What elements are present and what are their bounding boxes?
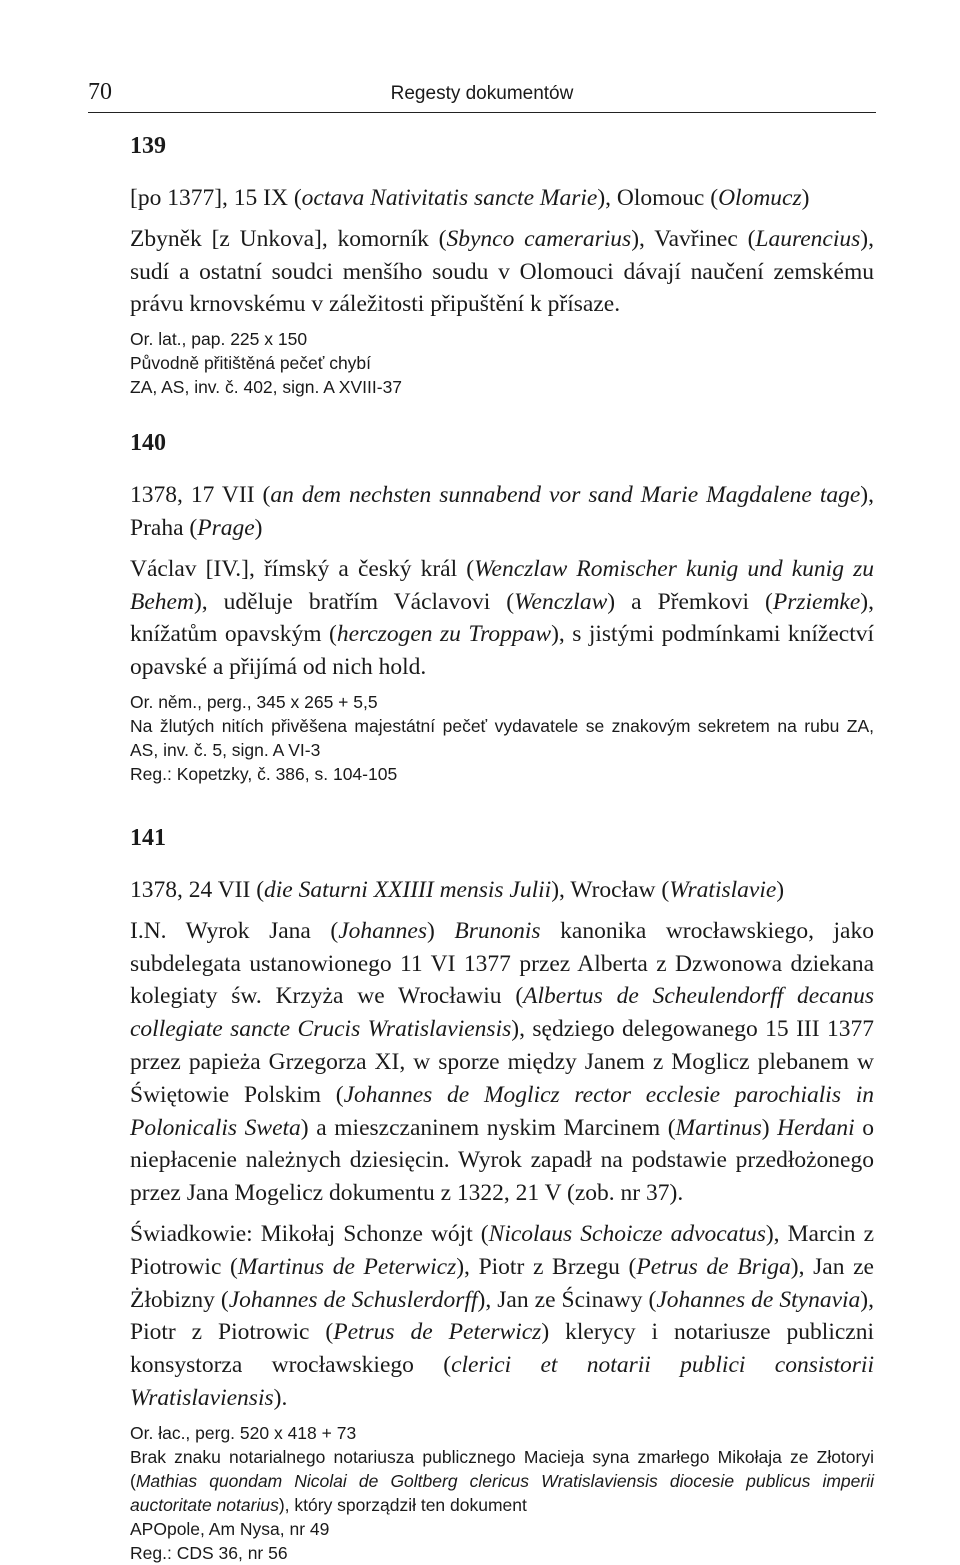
original-term: Nicolaus Schoicze advocatus (488, 1220, 766, 1247)
original-term: Johannes de Moglicz rector ecclesie parochialis in Polonicalis Sweta (130, 1081, 874, 1141)
text: ), sudí a ostatní soudci menšího soudu v Olomouci dávají naučení zemskému právu krnovskému v záležitosti připuštění k přísaze. (130, 225, 874, 318)
text: ) (761, 1114, 778, 1141)
text: Brak znaku notarialnego notariusza publicznego Macieja syna zmarłego Mikołaja ze Złotoryi ( (130, 1446, 874, 1491)
text: Václav [IV.], římský a český král ( (130, 555, 475, 582)
regest-metadata (130, 690, 874, 786)
original-term: Petrus de Peterwicz (333, 1319, 542, 1346)
text: ) (427, 917, 455, 944)
registry-reference: Reg.: Kopetzky, č. 386, s. 104-105 (130, 763, 398, 784)
text: ), który sporządził ten dokument (278, 1494, 527, 1515)
original-term: herczogen zu Troppaw (336, 621, 552, 648)
german-date: an dem nechsten sunnabend vor sand Marie Magdalene tage (270, 482, 861, 509)
text: [po 1377], 15 IX ( (130, 185, 302, 211)
original-term: Wenczlaw (514, 588, 608, 615)
original-term: Martinus de Peterwicz (237, 1253, 457, 1280)
text: Świadkowie: Mikołaj Schonze wójt ( (130, 1220, 489, 1247)
text: ), Jan ze Ścinawy ( (477, 1286, 657, 1313)
original-term: clerici et notarii publici consistorii Wratislaviensis (130, 1352, 874, 1411)
archive-signature: APOpole, Am Nysa, nr 49 (130, 1518, 330, 1539)
original-description: Or. łac., perg. 520 x 418 + 73 (130, 1422, 357, 1443)
original-term: Laurencius (755, 225, 861, 252)
page-content (130, 132, 874, 1565)
text: o niepłacenie należnych dziesięcin. Wyrok zapadł na podstawie przedłożonego przez Jana Mogelicz dokumentu z 1322, 21 V (zob. nr 37). (130, 1114, 874, 1207)
text: kanonika wrocławskiego, jako subdelegata ustanowionego 11 VI 1377 przez Alberta z Dzwonowa dziekana kolegiaty św. Krzyża we Wrocławiu ( (130, 917, 874, 1010)
original-term: Martinus (675, 1114, 762, 1141)
original-term: Johannes de Schuslerdorff (228, 1286, 478, 1313)
regest-summary (130, 223, 874, 321)
latin-place: Wratislavie (669, 876, 777, 903)
text: ), Praha ( (130, 482, 874, 541)
page-header (88, 78, 876, 113)
regest-summary (130, 915, 874, 1210)
text: 1378, 24 VII ( (130, 876, 265, 903)
text: ), Wrocław ( (551, 876, 670, 903)
text: ), uděluje bratřím Václavovi ( (193, 588, 515, 615)
original-term: Mathias quondam Nicolai de Goltberg clericus Wratislaviensis diocesie publicus imperii auctoritate notarius (130, 1470, 874, 1515)
text: ), sędziego delegowanego 15 III 1377 przez papieża Grzegorza XI, w sporze między Janem z Moglicz plebanem w Świętowie Polskim ( (130, 1016, 874, 1108)
running-title: Regesty dokumentów (390, 83, 574, 104)
text: ). (273, 1384, 288, 1411)
text: ) a Přemkovi ( (607, 588, 773, 615)
regest-date-place (130, 479, 874, 545)
latin-date: octava Nativitatis sancte Marie (301, 185, 598, 211)
registry-reference: Reg.: CDS 36, nr 56 (130, 1542, 288, 1563)
regest-140 (130, 429, 874, 786)
regest-number: 141 (130, 824, 166, 851)
text: ), Piotr z Brzegu ( (456, 1253, 637, 1280)
regest-141 (130, 824, 874, 1565)
latin-place: Olomucz (718, 185, 802, 211)
text: Zbyněk [z Unkova], komorník ( (130, 225, 447, 252)
regest-date-place (130, 182, 874, 215)
text: ) (254, 514, 263, 541)
original-term: Johannes de Stynavia (656, 1286, 861, 1313)
seal-note: Původně přitištěná pečeť chybí (130, 353, 372, 374)
regest-witnesses (130, 1218, 874, 1415)
text: ) (801, 185, 810, 211)
text: ), knížatům opavským ( (130, 588, 874, 648)
text: ) (776, 876, 785, 903)
text: ), Piotr z Piotrowic ( (130, 1286, 874, 1346)
original-term: Prziemke (772, 588, 861, 615)
german-place: Prage (197, 514, 255, 541)
regest-metadata (130, 1421, 874, 1565)
regest-metadata (130, 327, 874, 399)
original-term: Wenczlaw Romischer kunig und kunig zu Behem (130, 555, 874, 615)
text: ), Jan ze Żłobizny ( (130, 1253, 874, 1313)
original-term: Johannes (338, 917, 427, 944)
text: ), Marcin z Piotrowic ( (130, 1220, 874, 1280)
notary-note (130, 1445, 874, 1517)
regest-summary (130, 553, 874, 684)
text: ), s jistými podmínkami knížectví opavské a přijímá od nich hold. (130, 621, 874, 681)
original-term: Herdani (777, 1114, 855, 1141)
original-description: Or. něm., perg., 345 x 265 + 5,5 (130, 691, 378, 712)
regest-date-place (130, 874, 874, 907)
original-term: Albertus de Scheulendorff decanus collegiate sancte Crucis Wratislaviensis (130, 983, 874, 1043)
original-description: Or. lat., pap. 225 x 150 (130, 329, 308, 350)
text: ) a mieszczaninem nyskim Marcinem ( (300, 1114, 676, 1141)
page-number: 70 (88, 79, 112, 105)
text: I.N. Wyrok Jana ( (130, 917, 339, 944)
regest-139 (130, 132, 874, 399)
text: ), Olomouc ( (597, 185, 719, 211)
original-term: Petrus de Briga (636, 1253, 791, 1280)
seal-note: Na žlutých nitích přivěšena majestátní pečeť vydavatele se znakovým sekretem na rubu ZA, AS, inv. č. 5, sign. A VI-3 (130, 715, 874, 760)
latin-date: die Saturni XXIIII mensis Julii (264, 876, 552, 903)
text: ) klerycy i notariusze publiczni konsystorza wrocławskiego ( (130, 1319, 875, 1379)
text: ), Vavřinec ( (631, 225, 756, 252)
text: 1378, 17 VII ( (130, 482, 271, 509)
regest-number: 139 (130, 133, 166, 159)
original-term: Sbynco camerarius (446, 225, 632, 252)
regest-number: 140 (130, 430, 166, 457)
archive-signature: ZA, AS, inv. č. 402, sign. A XVIII-37 (130, 377, 403, 398)
original-term: Brunonis (454, 917, 541, 944)
